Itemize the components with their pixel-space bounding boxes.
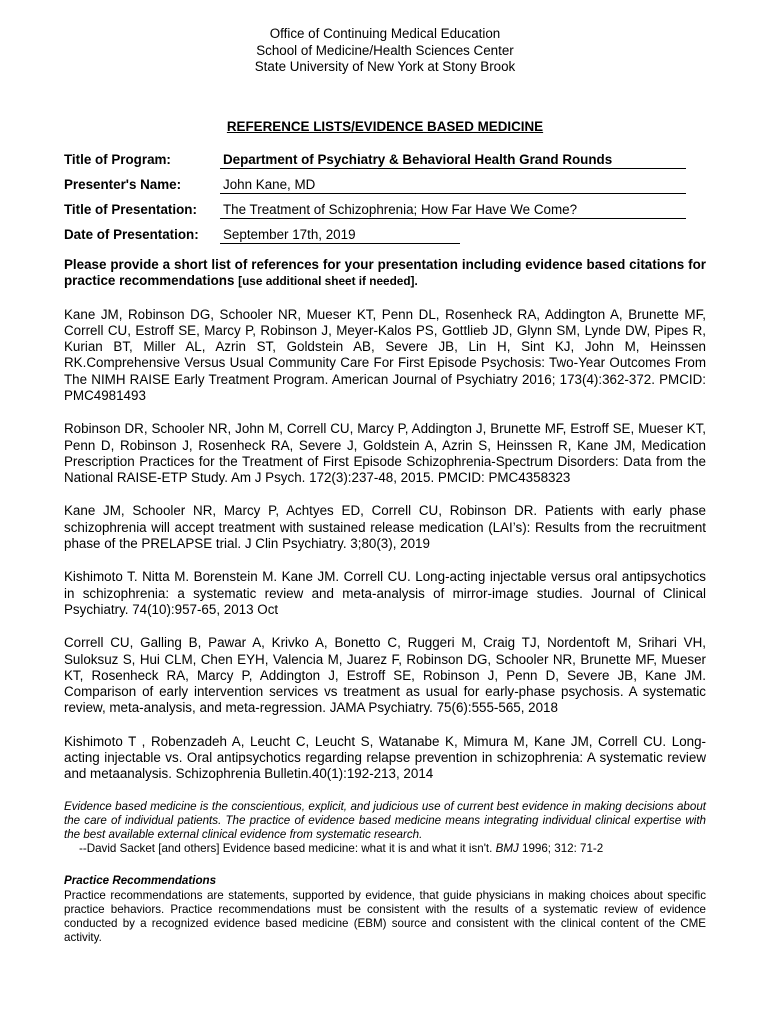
presenter-value[interactable]: John Kane, MD [220,177,686,194]
ebm-citation-journal: BMJ [495,842,519,856]
field-row-presentation [64,202,706,227]
field-row-program [64,152,706,177]
reference-item: Kishimoto T. Nitta M. Borenstein M. Kane JM. Correll CU. Long-acting injectable versus oral antipsychotics in schizophrenia: a systematic review and meta-analysis of mirror-image studies. Journal of Clinical Psychiatry. 74(10):957-65, 2013 Oct [64,569,706,617]
header-school: School of Medicine/Health Sciences Center [256,42,514,58]
ebm-definition: Evidence based medicine is the conscientious, explicit, and judicious use of current best evidence in making decisions about the care of individual patients. The practice of evidence based medicine means integrating individual clinical expertise with the best available external clinical evidence from systematic research. [64,799,706,842]
reference-item: Robinson DR, Schooler NR, John M, Correll CU, Marcy P, Addington J, Brunette MF, Estroff SE, Mueser KT, Penn D, Robinson J, Rosenheck RA, Severe J, Goldstein A, Azrin S, Heinssen R, Kane JM, Medication Prescription Practices for the Treatment of First Episode Schizophrenia-Spectrum Disorders: Data from the National RAISE-ETP Study. Am J Psych. 172(3):237-48, 2015. PMCID: PMC4358323 [64,421,706,486]
practice-recommendations-body: Practice recommendations are statements, supported by evidence, that guide physicians in making choices about specific practice behaviors. Practice recommendations must be consistent with the results of a systematic review of evidence conducted by a recognized evidence based medicine (EBM) source and consistent with the clinical content of the CME activity. [64,888,706,945]
institution-header [64,26,706,76]
reference-list [64,307,706,783]
instructions-note: [use additional sheet if needed]. [238,273,418,288]
instructions [64,257,706,289]
document-title: REFERENCE LISTS/EVIDENCE BASED MEDICINE [226,118,544,134]
ebm-citation [64,842,706,856]
presenter-label: Presenter's Name: [64,176,182,192]
header-university: State University of New York at Stony Brook [254,59,516,74]
ebm-citation-suffix: 1996; 312: 71-2 [522,842,604,856]
presentation-value[interactable]: The Treatment of Schizophrenia; How Far Have We Come? [220,202,686,219]
date-label: Date of Presentation: [64,226,199,242]
field-row-presenter [64,177,706,202]
instructions-main: Please provide a short list of references for your presentation including evidence based citations for practice recommendations [64,256,706,288]
practice-recommendations-heading: Practice Recommendations [64,874,217,888]
field-row-date [64,227,706,252]
reference-item: Kane JM, Robinson DG, Schooler NR, Mueser KT, Penn DL, Rosenheck RA, Addington A, Brunette MF, Correll CU, Estroff SE, Marcy P, Robinson J, Meyer-Kalos PS, Gottlieb JD, Glynn SM, Lynde DW, Pipes R, Kurian BT, Miller AL, Azrin ST, Goldstein AB, Severe JB, Lin H, Sint KJ, John M, Heinssen RK.Comprehensive Versus Usual Community Care For First Episode Psychosis: Two-Year Outcomes From The NIMH RAISE Early Treatment Program. American Journal of Psychiatry 2016; 173(4):362-372. PMCID: PMC4981493 [64,306,706,403]
date-value[interactable]: September 17th, 2019 [220,227,460,244]
document-page [64,26,706,945]
reference-item: Kishimoto T , Robenzadeh A, Leucht C, Leucht S, Watanabe K, Mimura M, Kane JM, Correll CU. Long-acting injectable vs. Oral antipsychotics regarding relapse prevention in schizophrenia: A systematic review and metaanalysis. Schizophrenia Bulletin.40(1):192-213, 2014 [64,733,706,782]
program-value[interactable]: Department of Psychiatry & Behavioral Health Grand Rounds [220,152,686,169]
program-label: Title of Program: [64,151,171,167]
ebm-citation-prefix: --David Sacket [and others] Evidence based medicine: what it is and what it isn't. [79,842,493,856]
presentation-label: Title of Presentation: [64,201,197,217]
reference-item: Correll CU, Galling B, Pawar A, Krivko A, Bonetto C, Ruggeri M, Craig TJ, Nordentoft M, Srihari VH, Suloksuz S, Hui CLM, Chen EYH, Valencia M, Juarez F, Robinson DG, Schooler NR, Brunette MF, Mueser KT, Rosenheck RA, Marcy P, Addington J, Estroff SE, Robinson J, Penn D, Severe JB, Kane JM. Comparison of early intervention services vs treatment as usual for early-phase psychosis. A systematic review, meta-analysis, and meta-regression. JAMA Psychiatry. 75(6):555-565, 2018 [64,635,706,716]
header-office: Office of Continuing Medical Education [269,26,501,41]
reference-item: Kane JM, Schooler NR, Marcy P, Achtyes ED, Correll CU, Robinson DR. Patients with early phase schizophrenia will accept treatment with sustained release medication (LAI’s): Results from the recruitment phase of the PRELAPSE trial. J Clin Psychiatry. 3;80(3), 2019 [64,503,706,552]
program-fields [64,152,706,252]
